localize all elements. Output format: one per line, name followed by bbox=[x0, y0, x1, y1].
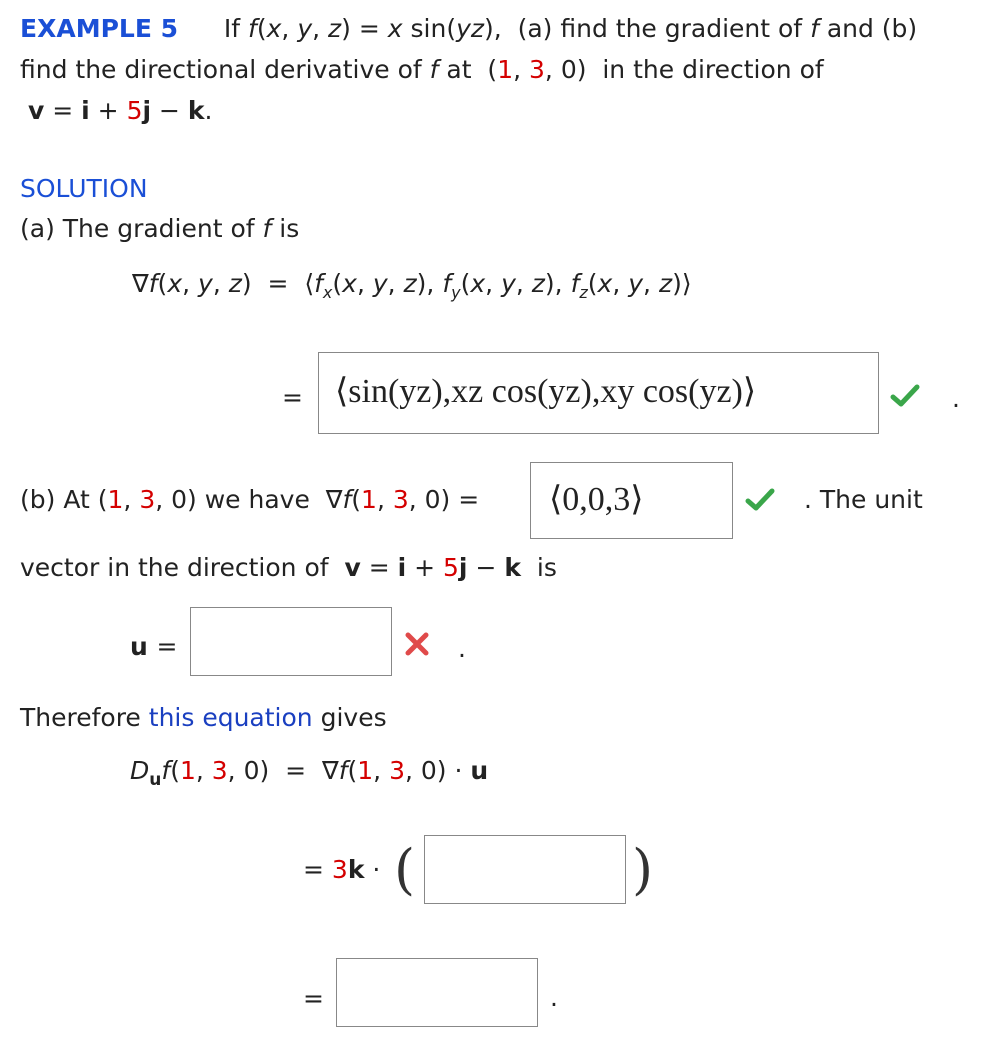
period-u: . bbox=[458, 634, 466, 663]
final-answer-input[interactable] bbox=[336, 958, 538, 1027]
gradient-answer-input[interactable] bbox=[318, 352, 879, 434]
vector-v: v = i + 5j − k. bbox=[28, 96, 213, 125]
gradient-at-point-value: ⟨0,0,3⟩ bbox=[549, 481, 644, 518]
gradient-answer-value: ⟨sin(yz),xz cos(yz),xy cos(yz)⟩ bbox=[335, 373, 757, 410]
point-x: 1 bbox=[497, 55, 514, 84]
problem-line-2: find the directional derivative of f at (1, 3, 0) in the direction of bbox=[20, 55, 824, 84]
point-z: 0 bbox=[560, 55, 577, 84]
left-paren: ( bbox=[394, 838, 416, 901]
three-k-line: = 3k · bbox=[303, 855, 381, 884]
the-unit-text: . The unit bbox=[804, 485, 923, 514]
part-b-statement: (b) At (1, 3, 0) we have ∇f(1, 3, 0) = bbox=[20, 485, 480, 514]
part-a-intro: (a) The gradient of f is bbox=[20, 214, 300, 243]
this-equation-link[interactable]: this equation bbox=[148, 703, 313, 732]
gradient-definition: ∇f(x, y, $z) = ⟨f_x(x$, y, z), $f_y(x$, y, z), $f_z(x$, y, z)⟩ bbox=[132, 269, 692, 302]
point-y: 3 bbox=[529, 55, 545, 84]
final-equals: = bbox=[303, 984, 324, 1013]
period-a: . bbox=[952, 384, 960, 413]
incorrect-cross-icon bbox=[404, 631, 430, 657]
example-label: EXAMPLE 5 bbox=[20, 14, 179, 43]
u-label: u = bbox=[130, 632, 178, 661]
right-paren: ) bbox=[632, 838, 654, 901]
directional-derivative-line: $D_uf(1$, 3, 0) = ∇f(1, 3, 0) · u bbox=[130, 756, 489, 790]
therefore-line: Therefore this equation gives bbox=[20, 703, 387, 732]
gradient-at-point-input[interactable] bbox=[530, 462, 733, 539]
correct-check-icon bbox=[890, 384, 920, 408]
problem-line-1: If f(x, y, z) = x sin(yz), (a) find the gradient of f and (b) bbox=[223, 14, 918, 43]
correct-check-icon bbox=[745, 488, 775, 512]
problem-statement bbox=[20, 14, 917, 43]
solution-heading: SOLUTION bbox=[20, 174, 148, 203]
equals-sign: = bbox=[282, 383, 303, 412]
unit-vector-input[interactable] bbox=[190, 607, 392, 676]
period-final: . bbox=[550, 983, 558, 1012]
dot-product-input[interactable] bbox=[424, 835, 626, 904]
unit-vector-line: vector in the direction of v = i + 5j − k is bbox=[20, 553, 557, 582]
